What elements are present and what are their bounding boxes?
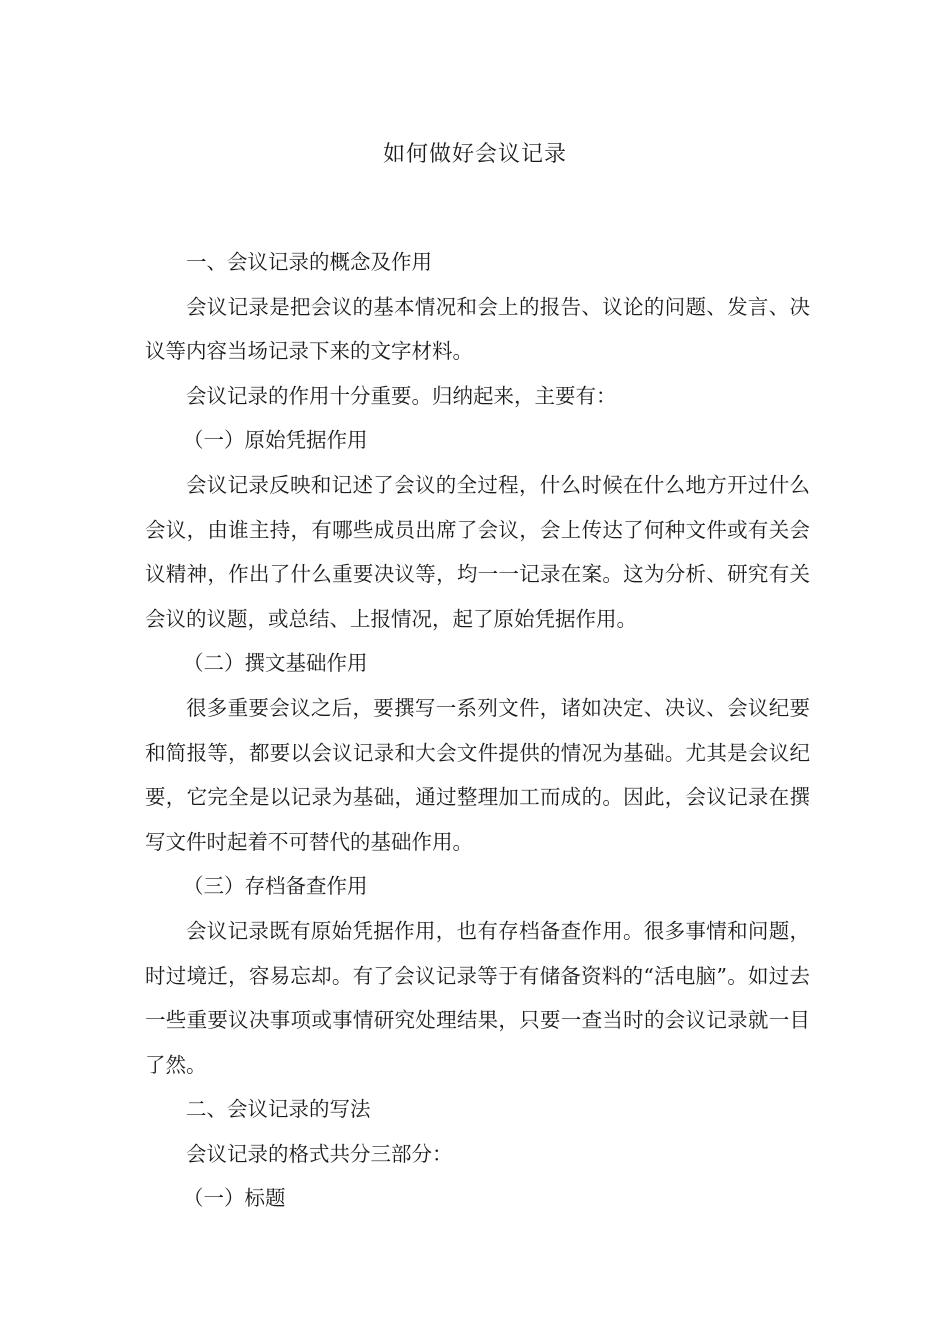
subheading-archive: （三）存档备查作用 xyxy=(183,874,368,899)
paragraph-format: 会议记录的格式共分三部分： xyxy=(186,1141,453,1166)
subheading-writing-basis: （二）撰文基础作用 xyxy=(183,651,368,676)
paragraph-writing-basis: 很多重要会议之后，要撰写一系列文件，诸如决定、决议、会议纪要和简报等，都要以会议记录和大会文件提供的情况为基础。尤其是会议纪要，它完全是以记录为基础，通过整理加工而成的。因此，会议记录在撰写文件时起着不可替代的基础作用。 xyxy=(145,695,810,854)
paragraph-importance: 会议记录的作用十分重要。归纳起来，主要有： xyxy=(186,383,617,408)
section-heading-2: 二、会议记录的写法 xyxy=(186,1097,371,1122)
document-body xyxy=(145,240,810,1221)
subheading-title: （一）标题 xyxy=(183,1186,286,1211)
paragraph-archive: 会议记录既有原始凭据作用，也有存档备查作用。很多事情和问题，时过境迁，容易忘却。有了会议记录等于有储备资料的“活电脑”。如过去一些重要议决事项或事情研究处理结果，只要一查当时的会议记录就一目了然。 xyxy=(145,918,810,1077)
subheading-original-evidence: （一）原始凭据作用 xyxy=(183,428,368,453)
paragraph-definition: 会议记录是把会议的基本情况和会上的报告、议论的问题、发言、决议等内容当场记录下来的文字材料。 xyxy=(145,294,810,364)
document-title: 如何做好会议记录 xyxy=(382,142,567,167)
section-heading-1: 一、会议记录的概念及作用 xyxy=(186,250,432,274)
paragraph-original-evidence: 会议记录反映和记述了会议的全过程，什么时候在什么地方开过什么会议，由谁主持，有哪些成员出席了会议，会上传达了何种文件或有关会议精神，作出了什么重要决议等，均一一记录在案。这为分析、研究有关会议的议题，或总结、上报情况，起了原始凭据作用。 xyxy=(145,472,810,631)
